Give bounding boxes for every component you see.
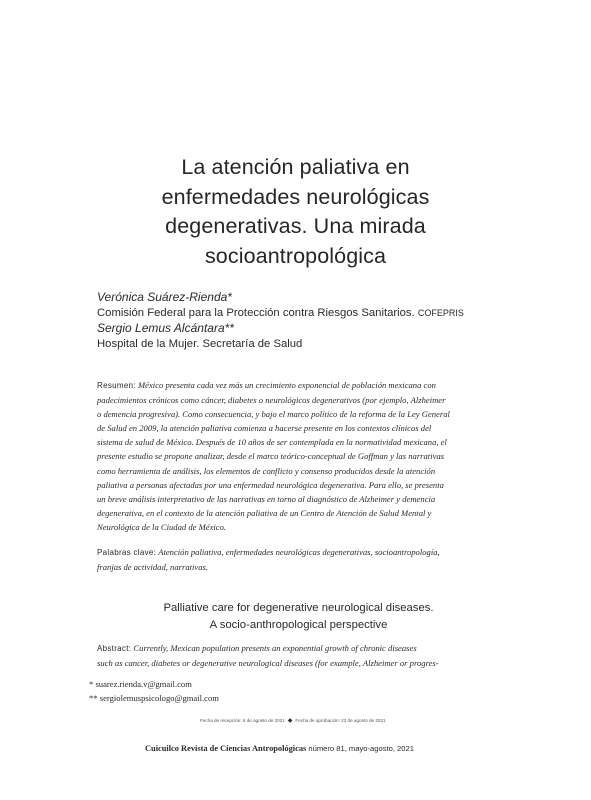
author-name-2: Sergio Lemus Alcántara**: [97, 321, 234, 335]
title-line: La atención paliativa en: [181, 155, 410, 179]
abstract-line: de Salud en 2009, la atención paliativa comienza a hacerse presente en los contextos clínicos del: [97, 423, 432, 434]
author-affiliation-2: Hospital de la Mujer. Secretaría de Salud: [97, 337, 303, 350]
abstract-line: [97, 378, 500, 393]
abstract-es: [97, 378, 500, 534]
abstract-line: degenerativa, en el contexto de la atención paliativa de un Centro de Atención de Salud Mental y: [97, 507, 432, 518]
abstract-en-text: Currently, Mexican population presents an exponential growth of chronic diseases: [131, 643, 417, 653]
footnote-email-1: * suarez.rienda.v@gmail.com: [89, 679, 192, 689]
abstract-line: un breve análisis interpretativo de las narrativas en torno al diagnóstico de Alzheimer y demencia: [97, 493, 436, 504]
abstract-text: México presenta cada vez más un crecimiento exponencial de población mexicana con: [135, 380, 436, 390]
abstract-line: padecimientos crónicos como cáncer, diabetes o neurológicos degenerativos (por ejemplo, Alzheimer: [97, 395, 446, 406]
abstract-en-line: [97, 641, 500, 656]
footnotes: [89, 678, 389, 705]
abstract-line: Neurológica de la Ciudad de México.: [97, 521, 227, 532]
keywords-line: [97, 545, 500, 560]
english-title-line: Palliative care for degenerative neurological diseases.: [163, 602, 434, 614]
abstract-line: o demencia progresiva). Como consecuencia, y bajo el marco político de la reforma de la Ley General: [97, 409, 450, 420]
keywords-es: [97, 545, 500, 574]
journal-footer: [145, 744, 445, 753]
approved-date: Fecha de aprobación: 23 de agosto de 2021: [295, 718, 386, 723]
journal-name: Cuicuilco Revista de Ciencias Antropológicas: [145, 744, 307, 753]
abstract-line: como herramienta de análisis, los elementos de conflicto y consenso producidos desde la atención: [97, 465, 436, 476]
affiliation-text: Comisión Federal para la Protección contra Riesgos Sanitarios.: [97, 306, 415, 319]
title-line: socioantropológica: [204, 243, 387, 268]
abstract-en: [97, 641, 500, 670]
title-line: enfermedades neurológicas: [161, 184, 430, 209]
journal-issue: número 81, mayo-agosto, 2021: [306, 744, 414, 753]
abstract-line: presente estudio se propone analizar, desde el marco teórico-conceptual de Goffman y las narrativas: [97, 451, 445, 462]
abstract-line: paliativa a personas afectadas por una enfermedad neurológica degenerativa. Para ello, se presenta: [97, 479, 444, 490]
title-line: degenerativas. Una mirada: [165, 214, 426, 238]
article-title: [100, 153, 491, 271]
author-name-1: Verónica Suárez-Rienda*: [97, 290, 232, 304]
publication-dates: [200, 717, 500, 724]
author-affiliation-1: [97, 306, 497, 322]
keywords-label: Palabras clave:: [97, 548, 157, 557]
abstract-label: Resumen:: [97, 381, 136, 390]
abstract-en-line: such as cancer, diabetes or degenerative neurological diseases (for example, Alzheimer or progres-: [97, 658, 439, 669]
english-title-line: A socio-anthropological perspective: [209, 619, 388, 631]
keywords-text: Atención paliativa, enfermedades neurológicas degenerativas, socioantropología,: [156, 547, 440, 557]
affiliation-acronym: COFEPRIS: [417, 307, 464, 318]
english-title: [97, 600, 500, 634]
keywords-line: franjas de actividad, narrativas.: [97, 562, 208, 573]
author-block: [97, 290, 497, 352]
received-date: Fecha de recepción: 6 de agosto de 2021: [200, 718, 285, 723]
diamond-separator-icon: ◆: [287, 718, 293, 724]
abstract-line: sistema de salud de México. Después de 10 años de ser contemplada en la normatividad mexicana, el: [97, 437, 447, 448]
abstract-en-label: Abstract:: [97, 644, 132, 653]
footnote-email-2: ** sergiolemuspsicologo@gmail.com: [89, 692, 219, 703]
